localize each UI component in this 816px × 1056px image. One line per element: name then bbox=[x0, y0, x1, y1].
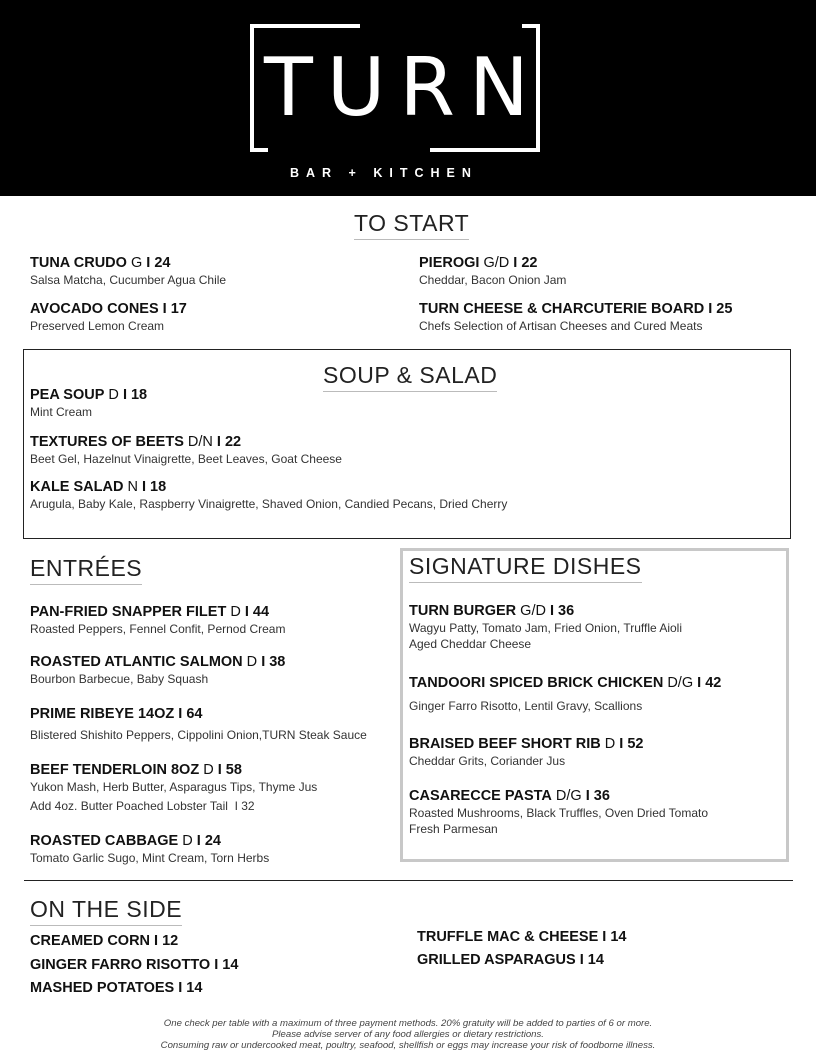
menu-item: BEEF TENDERLOIN 8OZ D I 58 Yukon Mash, Herb Butter, Asparagus Tips, Thyme Jus Add 4oz. Butter Poached Lobster Tail I 32 bbox=[30, 762, 318, 813]
logo-subtitle: BAR + KITCHEN bbox=[290, 166, 478, 180]
menu-item: CASARECCE PASTA D/G I 36 Roasted Mushrooms, Black Truffles, Oven Dried Tomato Fresh Parmesan bbox=[409, 788, 709, 836]
menu-item: AVOCADO CONES I 17 Preserved Lemon Cream bbox=[30, 301, 187, 333]
side-item: TRUFFLE MAC & CHEESE I 14 bbox=[417, 929, 627, 945]
header-banner bbox=[0, 0, 816, 196]
side-item: GRILLED ASPARAGUS I 14 bbox=[417, 952, 604, 968]
section-entrees-title: ENTRÉES bbox=[30, 555, 142, 585]
menu-item: BRAISED BEEF SHORT RIB D I 52 Cheddar Grits, Coriander Jus bbox=[409, 736, 644, 768]
menu-item: TURN BURGER G/D I 36 Wagyu Patty, Tomato Jam, Fried Onion, Truffle Aioli Aged Cheddar Cheese bbox=[409, 603, 683, 651]
menu-item: PAN-FRIED SNAPPER FILET D I 44 Roasted Peppers, Fennel Confit, Pernod Cream bbox=[30, 604, 286, 636]
section-divider bbox=[24, 880, 793, 881]
addon-price: I 32 bbox=[234, 799, 255, 813]
menu-item: KALE SALAD N I 18 Arugula, Baby Kale, Raspberry Vinaigrette, Shaved Onion, Candied Pecans, Dried Cherry bbox=[30, 479, 508, 511]
side-item: CREAMED CORN I 12 bbox=[30, 933, 179, 949]
side-item: MASHED POTATOES I 14 bbox=[30, 980, 203, 996]
menu-item: PRIME RIBEYE 14OZ I 64 Blistered Shishito Peppers, Cippolini Onion,TURN Steak Sauce bbox=[30, 706, 367, 742]
footer-line: Consuming raw or undercooked meat, poultry, seafood, shellfish or eggs may increase your risk of foodborne illness. bbox=[160, 1040, 656, 1051]
addon-label: Add 4oz. Butter Poached Lobster Tail bbox=[30, 799, 228, 813]
menu-item: PEA SOUP D I 18 Mint Cream bbox=[30, 387, 148, 419]
menu-item: TURN CHEESE & CHARCUTERIE BOARD I 25 Chefs Selection of Artisan Cheeses and Cured Meats bbox=[419, 301, 733, 333]
logo-text: TURN bbox=[264, 41, 543, 134]
menu-item: ROASTED CABBAGE D I 24 Tomato Garlic Sugo, Mint Cream, Torn Herbs bbox=[30, 833, 270, 865]
menu-item: TANDOORI SPICED BRICK CHICKEN D/G I 42 Ginger Farro Risotto, Lentil Gravy, Scallions bbox=[409, 675, 722, 713]
footer-line: One check per table with a maximum of three payment methods. 20% gratuity will be added to parties of 6 or more. bbox=[163, 1018, 653, 1029]
section-signature-title: SIGNATURE DISHES bbox=[409, 553, 642, 583]
footer-line: Please advise server of any food allergies or dietary restrictions. bbox=[272, 1029, 544, 1040]
section-sides-title: ON THE SIDE bbox=[30, 896, 182, 926]
menu-item: PIEROGI G/D I 22 Cheddar, Bacon Onion Jam bbox=[419, 255, 567, 287]
section-to-start-title: TO START bbox=[354, 210, 469, 240]
menu-item: ROASTED ATLANTIC SALMON D I 38 Bourbon Barbecue, Baby Squash bbox=[30, 654, 286, 686]
section-soup-salad-title: SOUP & SALAD bbox=[323, 362, 497, 392]
side-item: GINGER FARRO RISOTTO I 14 bbox=[30, 957, 239, 973]
menu-item: TEXTURES OF BEETS D/N I 22 Beet Gel, Hazelnut Vinaigrette, Beet Leaves, Goat Cheese bbox=[30, 434, 342, 466]
footer-notice bbox=[60, 1018, 756, 1051]
menu-item: TUNA CRUDO G I 24 Salsa Matcha, Cucumber Agua Chile bbox=[30, 255, 227, 287]
